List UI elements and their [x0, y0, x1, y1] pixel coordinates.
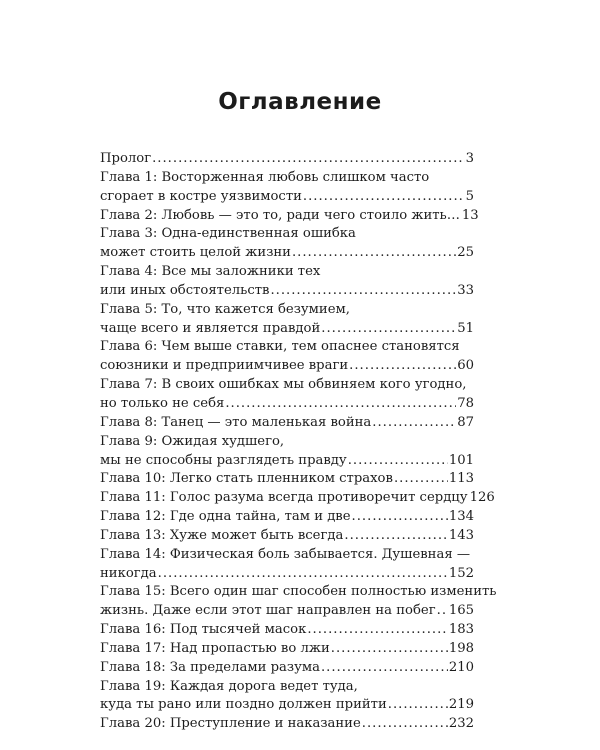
- toc-entry-title: Глава 12: Где одна тайна, там и две: [100, 509, 351, 525]
- toc-entry-title: Глава 11: Голос разума всегда противоречит сердцу: [100, 490, 468, 506]
- toc-page-number: 33: [457, 282, 474, 298]
- toc-leader-dots: [331, 640, 448, 659]
- table-of-contents: [100, 150, 497, 734]
- toc-entry: [100, 678, 474, 716]
- toc-page-number: 232: [448, 716, 474, 732]
- toc-leader-dots: [388, 696, 448, 715]
- toc-line-last: [100, 640, 474, 659]
- toc-line-last: [100, 188, 474, 207]
- toc-entry: [100, 263, 474, 301]
- toc-leader-dots: [270, 282, 456, 301]
- toc-page-number: 198: [448, 640, 474, 656]
- toc-entry-title: Глава 7: В своих ошибках мы обвиняем кого угодно,: [100, 377, 467, 393]
- toc-line-last: [100, 621, 474, 640]
- toc-entry: [100, 546, 474, 584]
- toc-entry-title: Глава 8: Танец — это маленькая война: [100, 414, 372, 430]
- toc-entry: [100, 621, 474, 640]
- toc-line-last: [100, 565, 474, 584]
- toc-entry-title: Глава 2: Любовь — это то, ради чего стоило жить…: [100, 207, 460, 223]
- toc-line: [100, 169, 474, 188]
- toc-entry: [100, 225, 474, 263]
- toc-line: [100, 376, 474, 395]
- toc-page-number: 13: [461, 207, 479, 223]
- toc-entry-title: Пролог: [100, 151, 152, 166]
- toc-entry-title: Глава 10: Легко стать пленником страхов: [100, 471, 393, 487]
- toc-entry-title: куда ты рано или поздно должен прийти: [100, 697, 387, 713]
- toc-line: [100, 583, 497, 602]
- toc-page-number: 219: [448, 697, 474, 713]
- toc-line-last: [100, 414, 474, 433]
- toc-page-number: 60: [457, 358, 474, 374]
- toc-entry-title: Глава 5: То, что кажется безумием,: [100, 301, 350, 317]
- toc-page-number: 101: [448, 452, 474, 468]
- toc-line-last: [100, 489, 495, 508]
- toc-entry-title: Глава 6: Чем выше ставки, тем опаснее становятся: [100, 339, 460, 355]
- toc-entry-title: Глава 15: Всего один шаг способен полностью изменить: [100, 584, 497, 600]
- toc-line-last: [100, 282, 474, 301]
- toc-entry: [100, 207, 479, 226]
- toc-page-number: 143: [448, 527, 474, 543]
- toc-line-last: [100, 696, 474, 715]
- toc-line-last: [100, 715, 474, 734]
- toc-line: [100, 678, 474, 697]
- toc-line: [100, 433, 474, 452]
- toc-leader-dots: [362, 715, 448, 734]
- toc-page-number: 183: [448, 622, 474, 638]
- toc-page-number: 5: [465, 188, 474, 204]
- toc-entry: [100, 150, 474, 169]
- toc-line-last: [100, 207, 479, 226]
- toc-page-number: 134: [448, 509, 474, 525]
- toc-leader-dots: [303, 188, 465, 207]
- toc-entry: [100, 527, 474, 546]
- toc-entry-title: жизнь. Даже если этот шаг направлен на побег: [100, 603, 436, 619]
- toc-entry-title: Глава 3: Одна-единственная ошибка: [100, 226, 356, 242]
- toc-page-number: 113: [448, 471, 474, 487]
- toc-leader-dots: [372, 414, 456, 433]
- toc-leader-dots: [158, 565, 448, 584]
- toc-line-last: [100, 320, 474, 339]
- toc-entry-title: Глава 13: Хуже может быть всегда: [100, 527, 344, 543]
- toc-line-last: [100, 357, 474, 376]
- page-title: Оглавление: [218, 89, 382, 115]
- toc-line-last: [100, 659, 474, 678]
- toc-page-number: 152: [448, 565, 474, 581]
- toc-entry: [100, 489, 495, 508]
- toc-leader-dots: [225, 395, 456, 414]
- toc-leader-dots: [152, 150, 465, 169]
- toc-entry-title: Глава 9: Ожидая худшего,: [100, 433, 285, 449]
- toc-line-last: [100, 470, 474, 489]
- toc-leader-dots: [344, 527, 447, 546]
- toc-leader-dots: [321, 659, 448, 678]
- toc-entry-title: но только не себя: [100, 395, 225, 411]
- toc-leader-dots: [348, 452, 448, 471]
- toc-page-number: 87: [457, 414, 474, 430]
- toc-line: [100, 301, 474, 320]
- toc-entry-title: Глава 17: Над пропастью во лжи: [100, 640, 330, 656]
- toc-leader-dots: [292, 244, 456, 263]
- toc-line-last: [100, 508, 474, 527]
- toc-line: [100, 546, 474, 565]
- toc-entry: [100, 338, 474, 376]
- toc-line-last: [100, 395, 474, 414]
- toc-entry: [100, 433, 474, 471]
- toc-line: [100, 263, 474, 282]
- toc-entry-title: мы не способны разглядеть правду: [100, 452, 347, 468]
- toc-entry: [100, 376, 474, 414]
- toc-entry: [100, 715, 474, 734]
- toc-entry: [100, 169, 474, 207]
- toc-entry-title: Глава 19: Каждая дорога ведет туда,: [100, 678, 358, 694]
- toc-line-last: [100, 602, 474, 621]
- toc-entry-title: или иных обстоятельств: [100, 282, 270, 298]
- toc-line: [100, 225, 474, 244]
- toc-line: [100, 338, 474, 357]
- toc-leader-dots: [437, 602, 448, 621]
- toc-entry-title: Глава 14: Физическая боль забывается. Душевная —: [100, 546, 471, 562]
- toc-entry: [100, 640, 474, 659]
- toc-page-number: 3: [465, 151, 474, 166]
- toc-line-last: [100, 150, 474, 169]
- toc-leader-dots: [352, 508, 448, 527]
- toc-entry-title: Глава 18: За пределами разума: [100, 659, 320, 675]
- toc-leader-dots: [394, 470, 448, 489]
- toc-leader-dots: [321, 320, 456, 339]
- toc-line-last: [100, 527, 474, 546]
- toc-entry-title: никогда: [100, 565, 157, 581]
- toc-entry: [100, 301, 474, 339]
- toc-page-number: 126: [469, 490, 495, 506]
- toc-entry-title: может стоить целой жизни: [100, 245, 291, 261]
- toc-entry-title: Глава 16: Под тысячей масок: [100, 622, 307, 638]
- toc-page-number: 78: [457, 395, 474, 411]
- toc-entry: [100, 414, 474, 433]
- toc-entry-title: чаще всего и является правдой: [100, 320, 321, 336]
- toc-entry-title: сгорает в костре уязвимости: [100, 188, 302, 204]
- toc-entry: [100, 508, 474, 527]
- toc-entry: [100, 583, 497, 621]
- toc-line-last: [100, 244, 474, 263]
- toc-page-number: 210: [448, 659, 474, 675]
- toc-leader-dots: [307, 621, 448, 640]
- toc-leader-dots: [349, 357, 456, 376]
- toc-page-number: 51: [457, 320, 474, 336]
- toc-entry-title: Глава 4: Все мы заложники тех: [100, 264, 321, 280]
- toc-entry: [100, 470, 474, 489]
- toc-entry-title: Глава 20: Преступление и наказание: [100, 716, 361, 732]
- toc-line-last: [100, 452, 474, 471]
- toc-page-number: 25: [457, 245, 474, 261]
- toc-entry: [100, 659, 474, 678]
- toc-entry-title: союзники и предприимчивее враги: [100, 358, 349, 374]
- toc-entry-title: Глава 1: Восторженная любовь слишком часто: [100, 169, 430, 185]
- toc-page-number: 165: [448, 603, 474, 619]
